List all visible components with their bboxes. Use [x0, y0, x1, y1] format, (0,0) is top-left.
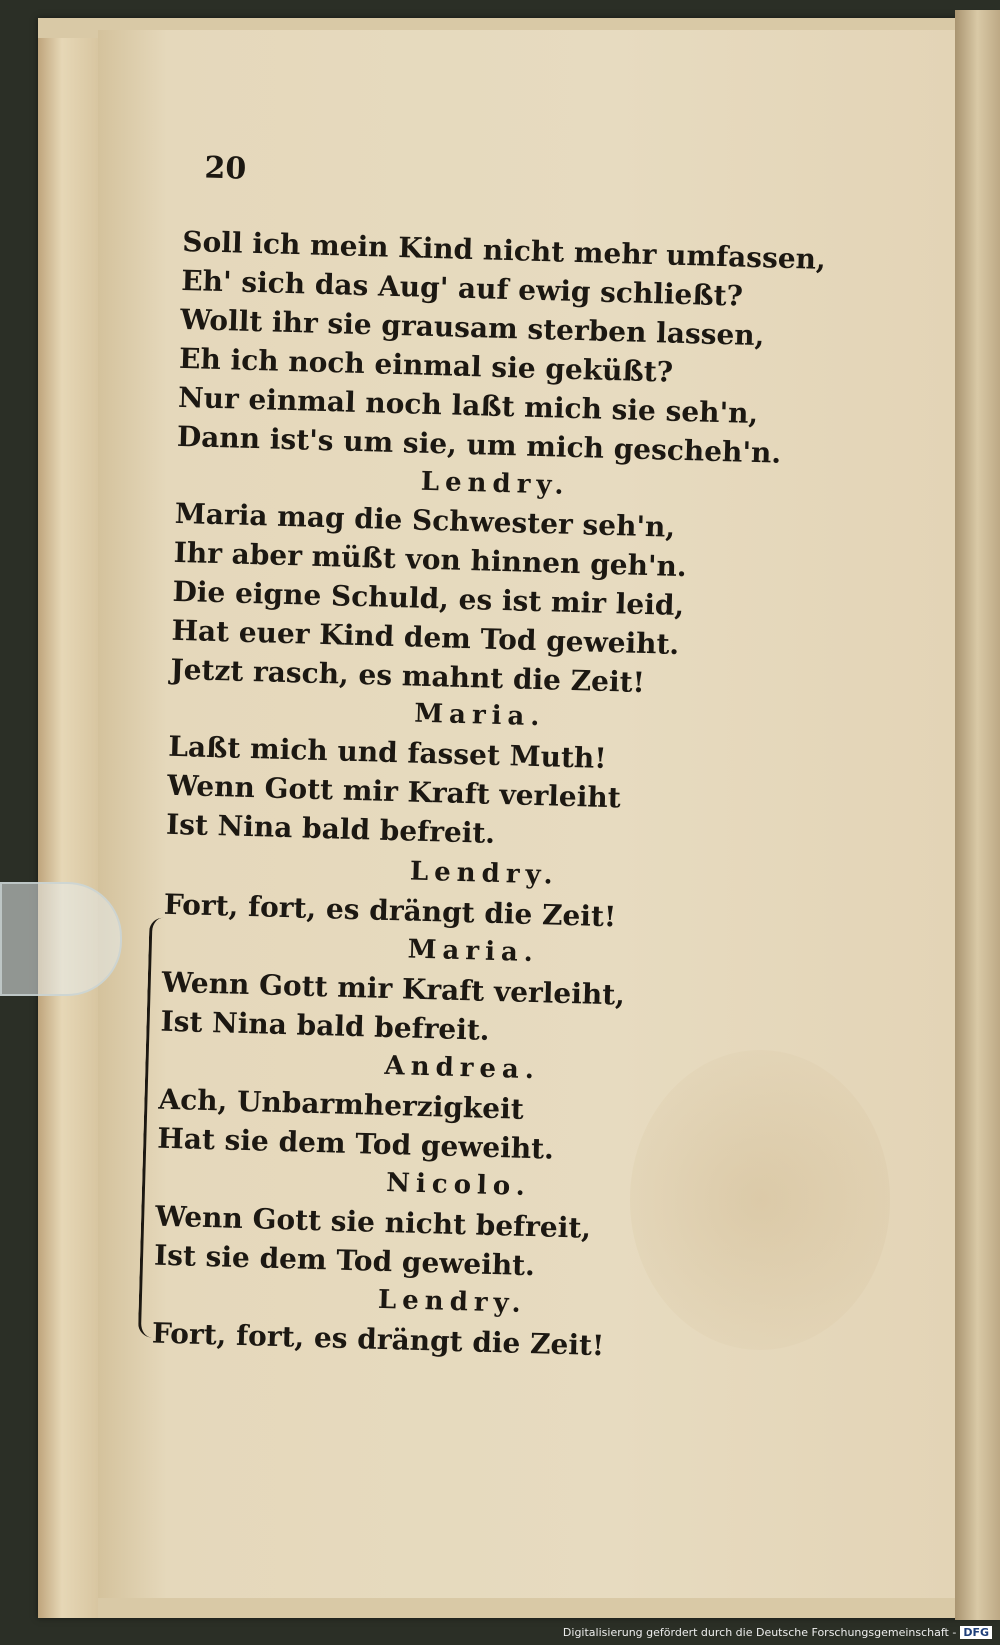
- footer-text: Digitalisierung gefördert durch die Deutsche Forschungsgemeinschaft -: [562, 1626, 957, 1639]
- page-clip: [0, 882, 122, 996]
- verse-line: Wenn Gott sie nicht befreit,: [154, 1199, 592, 1245]
- page-number: 20: [204, 150, 247, 187]
- speaker-name: Lendry.: [377, 1284, 528, 1319]
- verse-line: Ach, Unbarmherzigkeit: [158, 1082, 525, 1126]
- verse-line: Fort, fort, es drängt die Zeit!: [163, 887, 617, 934]
- speaker-name: Maria.: [413, 698, 546, 733]
- verse-line: Hat sie dem Tod geweiht.: [156, 1121, 555, 1166]
- verse-line: Ist sie dem Tod geweiht.: [153, 1238, 536, 1283]
- page-stain: [630, 1050, 890, 1350]
- verse-line: Ist Nina bald befreit.: [160, 1004, 491, 1047]
- verse-line: Soll ich mein Kind nicht mehr umfassen,: [181, 224, 827, 276]
- verse-line: Jetzt rasch, es mahnt die Zeit!: [170, 652, 646, 700]
- speaker-name: Andrea.: [384, 1050, 541, 1086]
- verse-line: Die eigne Schuld, es ist mir leid,: [172, 574, 685, 623]
- verse-line: Wenn Gott mir Kraft verleiht: [166, 768, 622, 815]
- verse-line: Ist Nina bald befreit.: [165, 807, 496, 850]
- verse-line: Eh' sich das Aug' auf ewig schließt?: [180, 263, 744, 313]
- verse-line: Wollt ihr sie grausam sterben lassen,: [179, 302, 765, 353]
- speaker-name: Nicolo.: [385, 1168, 532, 1203]
- verse-line: Nur einmal noch laßt mich sie seh'n,: [177, 380, 759, 431]
- speaker-name: Lendry.: [420, 466, 570, 501]
- verse-line: Laßt mich und fasset Muth!: [167, 729, 608, 776]
- verse-line: Fort, fort, es drängt die Zeit!: [151, 1316, 605, 1363]
- speaker-name: Maria.: [407, 934, 540, 969]
- speaker-name: Lendry.: [409, 856, 560, 891]
- digitization-footer: [563, 1626, 992, 1639]
- facing-page-edge: [955, 10, 1000, 1620]
- dfg-logo: DFG: [960, 1626, 992, 1639]
- page-edges-left: [38, 38, 98, 1618]
- verse-line: Maria mag die Schwester seh'n,: [174, 496, 676, 544]
- verse-line: Hat euer Kind dem Tod geweiht.: [171, 613, 680, 661]
- verse-line: Ihr aber müßt von hinnen geh'n.: [173, 535, 688, 584]
- verse-line: Dann ist's um sie, um mich gescheh'n.: [176, 419, 782, 470]
- verse-line: Wenn Gott mir Kraft verleiht,: [161, 965, 626, 1012]
- verse-line: Eh ich noch einmal sie geküßt?: [178, 341, 674, 389]
